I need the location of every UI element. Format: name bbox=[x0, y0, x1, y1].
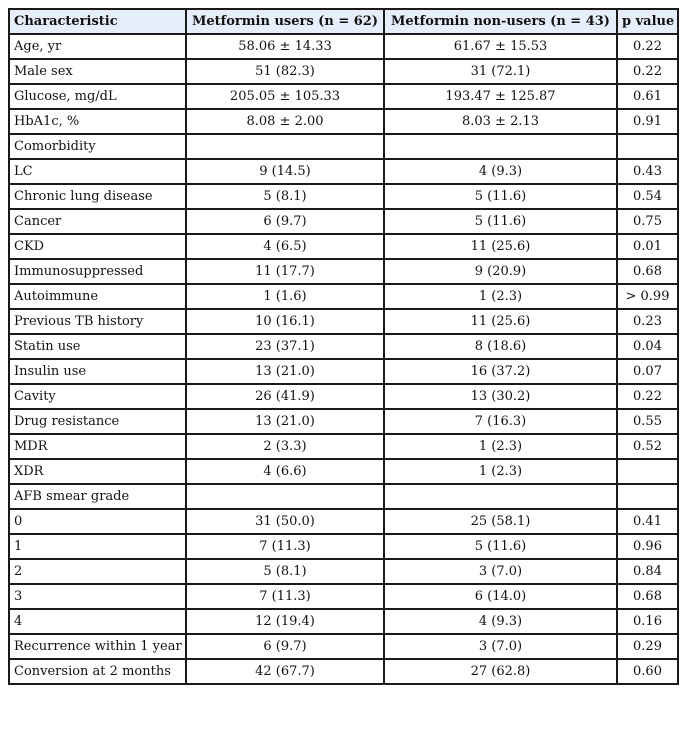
table-row bbox=[9, 609, 678, 634]
cell-p-value: 0.55 bbox=[617, 409, 678, 434]
table-row bbox=[9, 184, 678, 209]
cell-metformin-users: 11 (17.7) bbox=[186, 259, 384, 284]
cell-characteristic: 4 bbox=[9, 609, 186, 634]
cell-characteristic: Previous TB history bbox=[9, 309, 186, 334]
cell-metformin-non-users: 5 (11.6) bbox=[384, 209, 617, 234]
cell-p-value: 0.54 bbox=[617, 184, 678, 209]
cell-metformin-users: 4 (6.6) bbox=[186, 459, 384, 484]
cell-p-value: 0.01 bbox=[617, 234, 678, 259]
table-row bbox=[9, 559, 678, 584]
table-row bbox=[9, 159, 678, 184]
cell-metformin-non-users: 16 (37.2) bbox=[384, 359, 617, 384]
cell-metformin-users: 13 (21.0) bbox=[186, 359, 384, 384]
cell-p-value: > 0.99 bbox=[617, 284, 678, 309]
cell-characteristic: CKD bbox=[9, 234, 186, 259]
cell-p-value bbox=[617, 484, 678, 509]
cell-p-value: 0.91 bbox=[617, 109, 678, 134]
table-row bbox=[9, 309, 678, 334]
cell-metformin-non-users: 7 (16.3) bbox=[384, 409, 617, 434]
cell-metformin-non-users: 4 (9.3) bbox=[384, 609, 617, 634]
table-body bbox=[9, 34, 678, 684]
cell-characteristic: Statin use bbox=[9, 334, 186, 359]
cell-metformin-users: 10 (16.1) bbox=[186, 309, 384, 334]
cell-metformin-non-users: 11 (25.6) bbox=[384, 309, 617, 334]
cell-metformin-users: 58.06 ± 14.33 bbox=[186, 34, 384, 59]
cell-metformin-non-users: 6 (14.0) bbox=[384, 584, 617, 609]
cell-p-value bbox=[617, 134, 678, 159]
cell-p-value: 0.60 bbox=[617, 659, 678, 684]
table-container bbox=[8, 8, 679, 685]
cell-p-value: 0.07 bbox=[617, 359, 678, 384]
cell-metformin-non-users: 1 (2.3) bbox=[384, 434, 617, 459]
table-row bbox=[9, 584, 678, 609]
cell-metformin-users: 6 (9.7) bbox=[186, 634, 384, 659]
cell-metformin-non-users: 8 (18.6) bbox=[384, 334, 617, 359]
cell-metformin-non-users bbox=[384, 484, 617, 509]
cell-metformin-non-users: 3 (7.0) bbox=[384, 559, 617, 584]
cell-p-value: 0.41 bbox=[617, 509, 678, 534]
characteristics-table bbox=[8, 8, 679, 685]
table-row bbox=[9, 234, 678, 259]
cell-p-value: 0.22 bbox=[617, 34, 678, 59]
cell-p-value: 0.61 bbox=[617, 84, 678, 109]
cell-metformin-non-users: 8.03 ± 2.13 bbox=[384, 109, 617, 134]
cell-metformin-non-users: 9 (20.9) bbox=[384, 259, 617, 284]
cell-metformin-users: 205.05 ± 105.33 bbox=[186, 84, 384, 109]
cell-characteristic: Drug resistance bbox=[9, 409, 186, 434]
cell-characteristic: Autoimmune bbox=[9, 284, 186, 309]
table-row bbox=[9, 34, 678, 59]
cell-p-value: 0.23 bbox=[617, 309, 678, 334]
cell-p-value: 0.22 bbox=[617, 384, 678, 409]
table-row bbox=[9, 409, 678, 434]
cell-metformin-users: 26 (41.9) bbox=[186, 384, 384, 409]
table-row bbox=[9, 459, 678, 484]
cell-metformin-non-users bbox=[384, 134, 617, 159]
cell-metformin-non-users: 11 (25.6) bbox=[384, 234, 617, 259]
table-row bbox=[9, 334, 678, 359]
cell-metformin-users: 42 (67.7) bbox=[186, 659, 384, 684]
header-metformin-users: Metformin users (n = 62) bbox=[186, 9, 384, 34]
cell-metformin-users: 13 (21.0) bbox=[186, 409, 384, 434]
table-row bbox=[9, 109, 678, 134]
table-row bbox=[9, 84, 678, 109]
cell-metformin-non-users: 13 (30.2) bbox=[384, 384, 617, 409]
cell-characteristic: 0 bbox=[9, 509, 186, 534]
cell-metformin-users bbox=[186, 484, 384, 509]
cell-metformin-users: 6 (9.7) bbox=[186, 209, 384, 234]
cell-characteristic: Cavity bbox=[9, 384, 186, 409]
cell-p-value: 0.75 bbox=[617, 209, 678, 234]
cell-metformin-users: 2 (3.3) bbox=[186, 434, 384, 459]
table-row bbox=[9, 259, 678, 284]
cell-characteristic: LC bbox=[9, 159, 186, 184]
cell-characteristic: Immunosuppressed bbox=[9, 259, 186, 284]
header-metformin-non-users: Metformin non-users (n = 43) bbox=[384, 9, 617, 34]
cell-metformin-users: 4 (6.5) bbox=[186, 234, 384, 259]
table-row bbox=[9, 359, 678, 384]
cell-metformin-users: 7 (11.3) bbox=[186, 584, 384, 609]
cell-metformin-users: 9 (14.5) bbox=[186, 159, 384, 184]
cell-p-value: 0.96 bbox=[617, 534, 678, 559]
cell-characteristic: Male sex bbox=[9, 59, 186, 84]
cell-characteristic: 3 bbox=[9, 584, 186, 609]
table-row bbox=[9, 134, 678, 159]
cell-characteristic: 2 bbox=[9, 559, 186, 584]
cell-p-value: 0.29 bbox=[617, 634, 678, 659]
table-row bbox=[9, 209, 678, 234]
cell-metformin-non-users: 5 (11.6) bbox=[384, 534, 617, 559]
table-row bbox=[9, 509, 678, 534]
cell-p-value: 0.22 bbox=[617, 59, 678, 84]
cell-metformin-non-users: 4 (9.3) bbox=[384, 159, 617, 184]
cell-metformin-non-users: 61.67 ± 15.53 bbox=[384, 34, 617, 59]
table-row bbox=[9, 434, 678, 459]
header-characteristic: Characteristic bbox=[9, 9, 186, 34]
table-row bbox=[9, 484, 678, 509]
cell-characteristic: AFB smear grade bbox=[9, 484, 186, 509]
cell-metformin-non-users: 25 (58.1) bbox=[384, 509, 617, 534]
cell-metformin-non-users: 1 (2.3) bbox=[384, 284, 617, 309]
cell-characteristic: HbA1c, % bbox=[9, 109, 186, 134]
table-row bbox=[9, 659, 678, 684]
table-row bbox=[9, 284, 678, 309]
cell-characteristic: 1 bbox=[9, 534, 186, 559]
header-row bbox=[9, 9, 678, 34]
cell-metformin-users: 1 (1.6) bbox=[186, 284, 384, 309]
cell-metformin-non-users: 1 (2.3) bbox=[384, 459, 617, 484]
cell-metformin-non-users: 3 (7.0) bbox=[384, 634, 617, 659]
table-row bbox=[9, 384, 678, 409]
cell-metformin-users: 51 (82.3) bbox=[186, 59, 384, 84]
cell-metformin-non-users: 5 (11.6) bbox=[384, 184, 617, 209]
cell-metformin-users: 5 (8.1) bbox=[186, 184, 384, 209]
cell-metformin-users: 5 (8.1) bbox=[186, 559, 384, 584]
cell-metformin-users: 7 (11.3) bbox=[186, 534, 384, 559]
cell-metformin-non-users: 193.47 ± 125.87 bbox=[384, 84, 617, 109]
cell-metformin-non-users: 31 (72.1) bbox=[384, 59, 617, 84]
table-row bbox=[9, 534, 678, 559]
cell-characteristic: Comorbidity bbox=[9, 134, 186, 159]
cell-p-value bbox=[617, 459, 678, 484]
cell-characteristic: XDR bbox=[9, 459, 186, 484]
header-p-value: p value bbox=[617, 9, 678, 34]
cell-p-value: 0.52 bbox=[617, 434, 678, 459]
cell-p-value: 0.68 bbox=[617, 259, 678, 284]
cell-characteristic: Glucose, mg/dL bbox=[9, 84, 186, 109]
cell-metformin-non-users: 27 (62.8) bbox=[384, 659, 617, 684]
table-row bbox=[9, 634, 678, 659]
cell-p-value: 0.43 bbox=[617, 159, 678, 184]
cell-characteristic: Insulin use bbox=[9, 359, 186, 384]
cell-metformin-users: 23 (37.1) bbox=[186, 334, 384, 359]
table-row bbox=[9, 59, 678, 84]
cell-metformin-users: 12 (19.4) bbox=[186, 609, 384, 634]
cell-characteristic: Chronic lung disease bbox=[9, 184, 186, 209]
cell-characteristic: Cancer bbox=[9, 209, 186, 234]
cell-p-value: 0.68 bbox=[617, 584, 678, 609]
cell-p-value: 0.16 bbox=[617, 609, 678, 634]
cell-characteristic: Conversion at 2 months bbox=[9, 659, 186, 684]
cell-characteristic: Recurrence within 1 year bbox=[9, 634, 186, 659]
cell-metformin-users bbox=[186, 134, 384, 159]
cell-metformin-users: 31 (50.0) bbox=[186, 509, 384, 534]
cell-p-value: 0.84 bbox=[617, 559, 678, 584]
cell-characteristic: Age, yr bbox=[9, 34, 186, 59]
cell-metformin-users: 8.08 ± 2.00 bbox=[186, 109, 384, 134]
cell-p-value: 0.04 bbox=[617, 334, 678, 359]
cell-characteristic: MDR bbox=[9, 434, 186, 459]
